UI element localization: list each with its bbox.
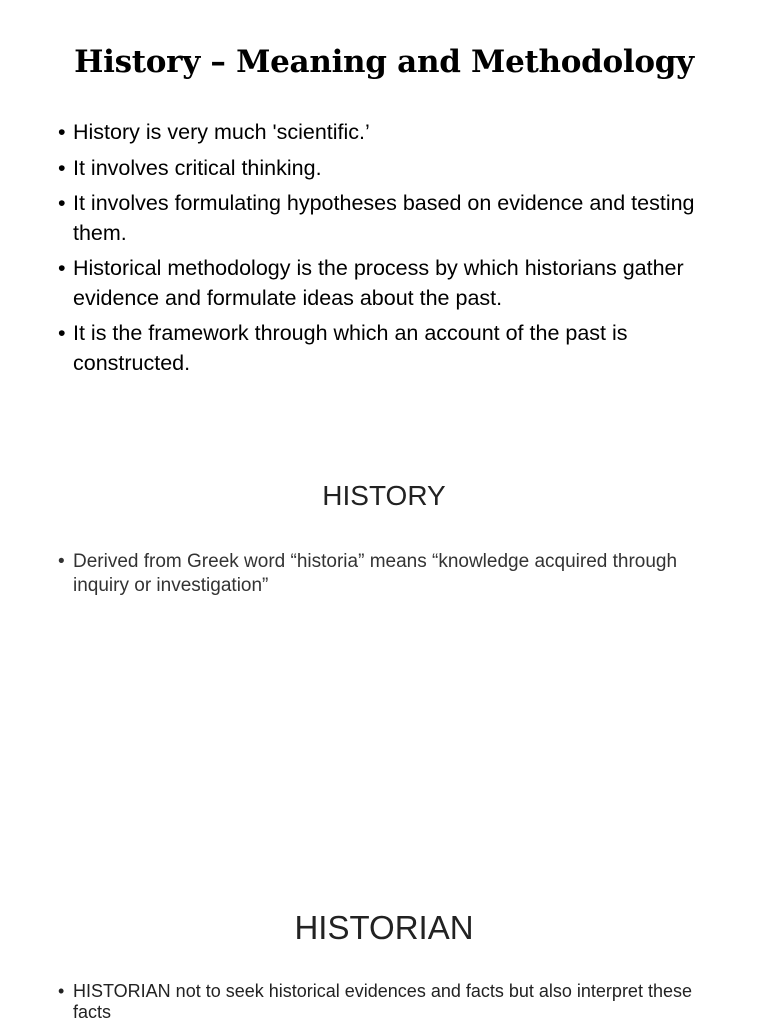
bullet-text: It involves critical thinking.: [73, 155, 322, 180]
bullet-icon: •: [58, 155, 66, 180]
bullet-item: [58, 550, 718, 598]
bullet-icon: •: [58, 321, 66, 345]
bullet-text: HISTORIAN not to seek historical evidences and facts but also interpret these facts: [73, 981, 692, 1022]
slide-historian: [0, 880, 768, 1024]
slide-title: HISTORIAN: [294, 909, 474, 946]
bullet-item: [58, 319, 718, 378]
bullet-item: [58, 118, 718, 148]
slide-title: History – Meaning and Methodology: [74, 44, 694, 80]
bullet-text: Derived from Greek word “historia” means “knowledge acquired through inquiry or investigation”: [73, 551, 678, 596]
bullet-item: [58, 189, 718, 248]
slide-title: HISTORY: [322, 480, 446, 511]
bullet-text: History is very much 'scientific.’: [73, 120, 370, 144]
bullet-item: [58, 254, 718, 313]
bullet-icon: •: [58, 981, 65, 1001]
bullet-text: Historical methodology is the process by which historians gather evidence and formulate ideas about the past.: [73, 256, 684, 310]
bullet-text: It is the framework through which an account of the past is constructed.: [73, 321, 628, 375]
bullet-icon: •: [58, 191, 66, 215]
bullet-list: [58, 550, 718, 598]
bullet-item: [58, 154, 718, 184]
slide-history-meaning-methodology: [0, 0, 768, 400]
slide-history: [0, 440, 768, 660]
bullet-list: [58, 981, 718, 1023]
bullet-text: It involves formulating hypotheses based on evidence and testing them.: [73, 191, 695, 245]
bullet-item: [58, 981, 718, 1023]
bullet-icon: •: [58, 551, 65, 572]
bullet-icon: •: [58, 120, 66, 144]
bullet-icon: •: [58, 256, 66, 280]
bullet-list: [58, 118, 718, 384]
